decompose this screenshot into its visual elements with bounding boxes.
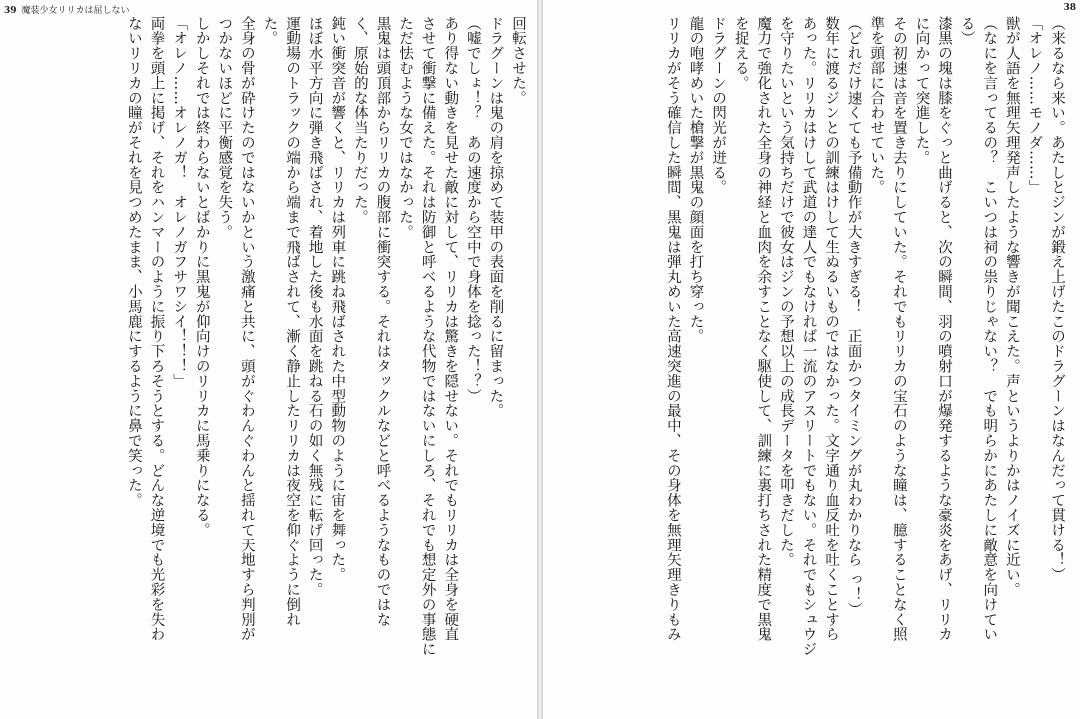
text-line: 運動場のトラックの端から端まで飛ばされて、漸く静止したリリカは夜空を仰ぐように倒れ xyxy=(284,16,301,627)
text-line: 回転させた。 xyxy=(510,16,526,106)
text-line: 準を頭部に合わせていた。 xyxy=(868,16,885,195)
text-line: を捉える。 xyxy=(732,16,749,91)
right-page-body xyxy=(549,16,1068,712)
text-line: 数年に渡るジンとの訓練はけして生ぬるいものではなかった。文字通り血反吐を吐くことすら xyxy=(823,16,840,642)
text-line: 「オレノ……オレノガ！ オレノガフサワシイ！！！」 xyxy=(171,16,188,389)
text-line: 「オレノ……モノダ……」 xyxy=(1026,16,1043,195)
text-line: に向かって突進した。 xyxy=(913,16,930,165)
text-line: ドラグーンの閃光が迸る。 xyxy=(710,16,727,195)
text-line: 龍の咆哮めいた槍撃が黒鬼の顔面を打ち穿った。 xyxy=(687,16,704,344)
running-title: 魔装少女リリカは屈しない xyxy=(21,6,130,16)
text-line: く、原始的な体当たりだった。 xyxy=(351,16,368,225)
text-line: を守りたいという気持ちだけで彼女はジンの予想以上の成長データを叩きだした。 xyxy=(777,16,794,568)
text-line: ほぼ水平方向に弾き飛ばされ、着地した後も水面を跳ねる石の如く無残に転げ回った。 xyxy=(306,16,323,598)
text-line: あった。リリカはけして武道の達人でもなければ一流のアスリートでもない。それでもシュウジ xyxy=(800,16,817,657)
text-line: （嘘でしょ！？ あの速度から空中で身体を捻った！？） xyxy=(464,16,481,404)
left-page-number: 39 xyxy=(4,6,17,16)
text-line: 全身の骨が砕けたのではないかという激痛と共に、頭がぐわんぐわんと揺れて天地すら判別が xyxy=(238,16,255,642)
text-line: （来るなら来い。あたしとジンが鍛え上げたこのドラグーンはなんだって貫ける！） xyxy=(1049,16,1065,583)
text-line: （どれだけ速くても予備動作が大きすぎる！ 正面かつタイミングが丸わかりなら っ！） xyxy=(845,16,862,618)
text-line: （なにを言ってるの？ こいつは祠の祟りじゃない？ でも明らかにあたしに敵意を向けてい xyxy=(981,16,998,642)
text-line: その初速は音を置き去りにしていた。それでもリリカの宝石のような瞳は、臆することなく照 xyxy=(890,16,907,642)
text-line: つかないほどに平衡感覚を失う。 xyxy=(216,16,233,240)
right-page-number: 38 xyxy=(1063,3,1076,13)
text-line: 魔力で強化された全身の神経と血肉を余すことなく駆使して、訓練に裏打ちされた精度で黒鬼 xyxy=(755,16,772,642)
text-line: ただ怯むような女ではなかった。 xyxy=(397,16,414,240)
text-line: させて衝撃に備えた。それは防御と呼べるような代物ではないにしろ、それでも想定外の事態に xyxy=(419,16,436,657)
text-line: ないリリカの瞳がそれを見つめたまま、小馬鹿にするように鼻で笑った。 xyxy=(125,16,142,508)
left-page xyxy=(0,0,537,719)
left-page-body xyxy=(4,16,529,712)
text-line: リリカがそう確信した瞬間、黒鬼は弾丸めいた高速突進の最中、その身体を無理矢理きりもみ xyxy=(664,16,681,642)
text-line: しかしそれでは終わらないとばかりに黒鬼が仰向けのリリカに馬乗りになる。 xyxy=(193,16,210,538)
left-page-header xyxy=(4,3,129,16)
text-line: 両拳を頭上に掲げ、それをハンマーのように振り下ろそうとする。どんな逆境でも光彩を失わ xyxy=(148,16,165,642)
text-line: 獣が人語を無理矢理発声したような響きが聞こえた。声というよりかはノイズに近い。 xyxy=(1003,16,1020,598)
right-page xyxy=(543,0,1080,719)
text-line: る） xyxy=(958,16,975,46)
text-line: 黒鬼は頭頂部からリリカの腹部に衝突する。それはタックルなどと呼べるようなものではな xyxy=(374,16,391,627)
text-line: 漆黒の塊は膝をぐっと曲げると、次の瞬間、羽の噴射口が爆発するような豪炎をあげ、リリカ xyxy=(936,16,953,642)
text-line: あり得ない動きを見せた敵に対して、リリカは驚きを隠せない。それでもリリカは全身を硬直 xyxy=(442,16,459,642)
text-line: 鈍い衝突音が響くと、リリカは列車に跳ね飛ばされた中型動物のように宙を舞った。 xyxy=(329,16,346,583)
text-line: た。 xyxy=(261,16,278,46)
text-line: ドラグーンは鬼の肩を掠めて装甲の表面を削るに留まった。 xyxy=(487,16,504,419)
